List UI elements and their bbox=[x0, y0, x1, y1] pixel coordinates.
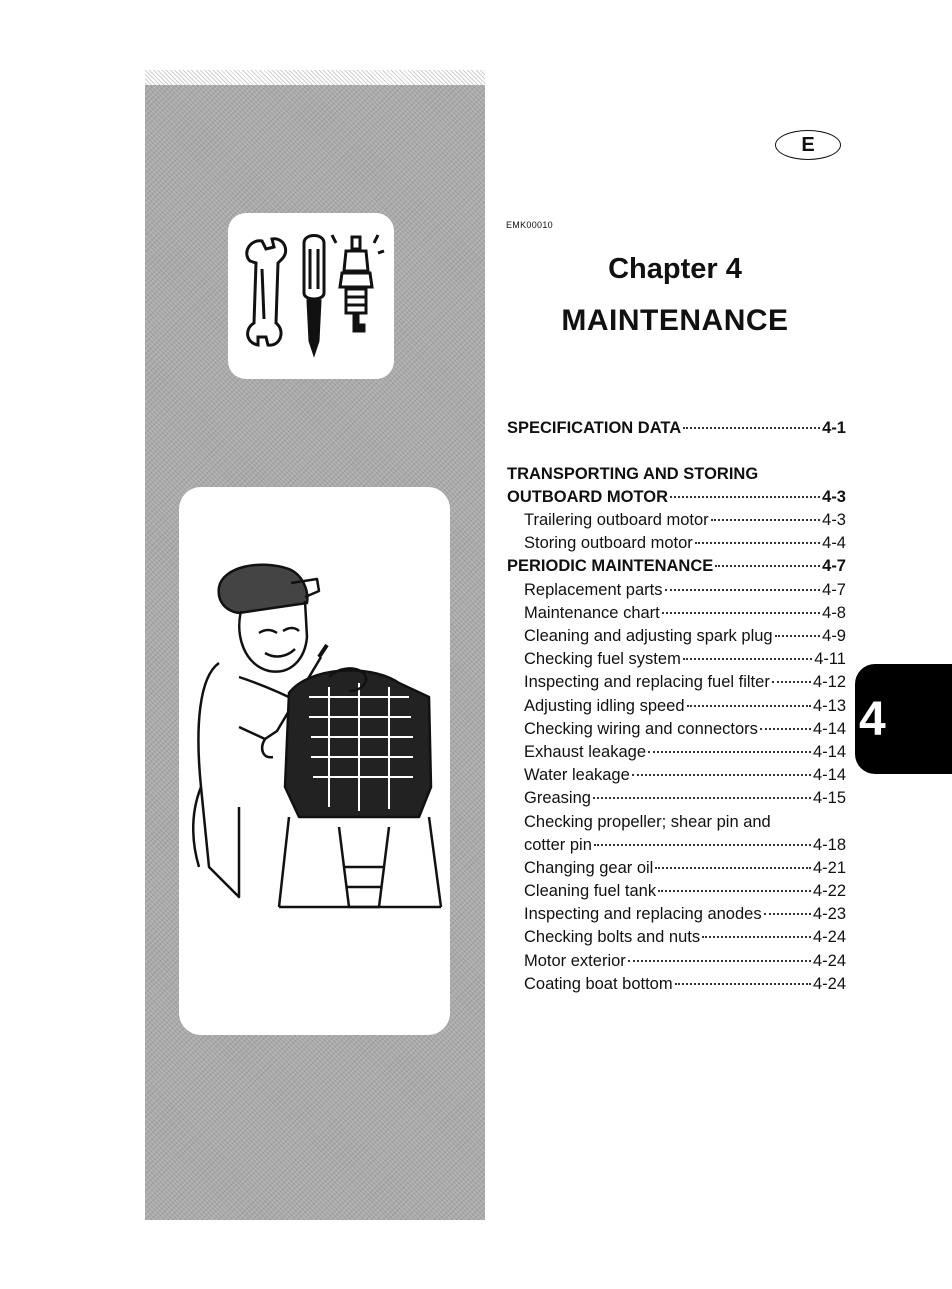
toc-entry-page: 4-15 bbox=[812, 789, 846, 807]
toc-entry-label: OUTBOARD MOTOR bbox=[507, 488, 669, 506]
toc-entry-label: Cleaning fuel tank bbox=[524, 882, 657, 900]
toc-entry-page: 4-18 bbox=[812, 836, 846, 854]
toc-entry[interactable] bbox=[524, 764, 846, 787]
toc-entry-page: 4-12 bbox=[812, 673, 846, 691]
toc-entry-page: 4-11 bbox=[814, 650, 846, 668]
toc-leader-dots bbox=[662, 612, 820, 614]
toc-entry-label: Checking bolts and nuts bbox=[524, 928, 701, 946]
toc-entry[interactable] bbox=[524, 903, 846, 926]
toc-leader-dots bbox=[593, 797, 811, 799]
toc-entry-label: Greasing bbox=[524, 789, 591, 807]
toc-entry-label: Checking fuel system bbox=[524, 650, 681, 668]
chapter-subtitle: MAINTENANCE bbox=[561, 304, 789, 337]
toc-entry-label: Water leakage bbox=[524, 766, 630, 784]
toc-entry-page: 4-23 bbox=[812, 905, 846, 923]
toc-entry-label: TRANSPORTING AND STORING bbox=[507, 465, 759, 483]
toc-entry-page: 4-1 bbox=[822, 419, 846, 437]
toc-entry[interactable] bbox=[524, 648, 846, 671]
toc-entry[interactable] bbox=[524, 718, 846, 741]
toc-entry-page: 4-14 bbox=[812, 743, 846, 761]
toc-entry[interactable] bbox=[524, 741, 846, 764]
toc-leader-dots bbox=[760, 728, 811, 730]
toc-entry-label: Motor exterior bbox=[524, 952, 626, 970]
toc-leader-dots bbox=[764, 913, 811, 915]
toc-entry[interactable] bbox=[524, 509, 846, 532]
toc-entry[interactable] bbox=[524, 811, 846, 834]
toc-entry[interactable] bbox=[524, 602, 846, 625]
toc-leader-dots bbox=[683, 658, 812, 660]
toc-entry-page: 4-22 bbox=[812, 882, 846, 900]
toc-entry-label: Exhaust leakage bbox=[524, 743, 647, 761]
toc-leader-dots bbox=[695, 542, 820, 544]
toc-entry-page: 4-24 bbox=[812, 952, 846, 970]
toc-entry[interactable] bbox=[524, 695, 846, 718]
toc-entry[interactable] bbox=[524, 926, 846, 949]
toc-entry-page: 4-14 bbox=[812, 720, 846, 738]
toc-entry-page: 4-21 bbox=[812, 859, 846, 877]
toc-entry-label: Inspecting and replacing fuel filter bbox=[524, 673, 770, 691]
toc-leader-dots bbox=[715, 565, 820, 567]
toc-entry[interactable] bbox=[524, 950, 846, 973]
toc-entry-page: 4-3 bbox=[822, 488, 846, 506]
toc-entry[interactable] bbox=[524, 532, 846, 555]
toc-entry-label: SPECIFICATION DATA bbox=[507, 419, 682, 437]
chapter-title: Chapter 4 bbox=[608, 253, 742, 285]
toc-entry-page: 4-24 bbox=[812, 928, 846, 946]
toc-entry[interactable] bbox=[507, 417, 846, 440]
toc-entry-label: cotter pin bbox=[524, 836, 592, 854]
toc-leader-dots bbox=[655, 867, 811, 869]
toc-leader-dots bbox=[648, 751, 811, 753]
toc-entry-page: 4-7 bbox=[822, 581, 846, 599]
toc-entry-page: 4-24 bbox=[812, 975, 846, 993]
toc-entry-label: Inspecting and replacing anodes bbox=[524, 905, 762, 923]
toc-entry-page: 4-13 bbox=[812, 697, 846, 715]
document-code: EMK00010 bbox=[506, 220, 553, 230]
toc-leader-dots bbox=[772, 681, 811, 683]
toc-entry-label: Cleaning and adjusting spark plug bbox=[524, 627, 773, 645]
toc-entry[interactable] bbox=[524, 857, 846, 880]
toc-entry-label: Checking propeller; shear pin and bbox=[524, 813, 771, 831]
toc-leader-dots bbox=[775, 635, 821, 637]
chapter-tab: 4 bbox=[855, 664, 952, 774]
toc-leader-dots bbox=[628, 960, 811, 962]
toc-entry[interactable] bbox=[524, 834, 846, 857]
toc-entry-label: Adjusting idling speed bbox=[524, 697, 685, 715]
toc-leader-dots bbox=[683, 427, 820, 429]
toc-leader-dots bbox=[711, 519, 820, 521]
toc-leader-dots bbox=[665, 589, 821, 591]
toc-leader-dots bbox=[675, 983, 811, 985]
toc-entry[interactable] bbox=[524, 787, 846, 810]
toc-entry-label: Checking wiring and connectors bbox=[524, 720, 758, 738]
toc-entry-label: Maintenance chart bbox=[524, 604, 660, 622]
toc-leader-dots bbox=[670, 496, 820, 498]
toc-leader-dots bbox=[687, 705, 811, 707]
toc-entry[interactable] bbox=[524, 973, 846, 996]
toc-entry-label: Replacement parts bbox=[524, 581, 663, 599]
toc-entry-page: 4-8 bbox=[822, 604, 846, 622]
toc-entry-label: Storing outboard motor bbox=[524, 534, 693, 552]
toc-entry[interactable] bbox=[524, 671, 846, 694]
toc-entry-page: 4-7 bbox=[822, 557, 846, 575]
toc-entry[interactable] bbox=[524, 880, 846, 903]
toc-entry-label: Coating boat bottom bbox=[524, 975, 673, 993]
toc-entry-page: 4-9 bbox=[822, 627, 846, 645]
toc-entry-label: PERIODIC MAINTENANCE bbox=[507, 557, 714, 575]
toc-entry-page: 4-3 bbox=[822, 511, 846, 529]
language-badge: E bbox=[775, 130, 841, 160]
toc-entry-page: 4-14 bbox=[812, 766, 846, 784]
toc-leader-dots bbox=[594, 844, 811, 846]
toc-leader-dots bbox=[632, 774, 811, 776]
toc-entry[interactable] bbox=[507, 463, 846, 486]
toc-entry[interactable] bbox=[524, 579, 846, 602]
toc-entry-label: Changing gear oil bbox=[524, 859, 654, 877]
toc-entry[interactable] bbox=[507, 555, 846, 578]
toc-leader-dots bbox=[658, 890, 811, 892]
toc-entry[interactable] bbox=[507, 486, 846, 509]
toc-leader-dots bbox=[702, 936, 811, 938]
toc-entry-page: 4-4 bbox=[822, 534, 846, 552]
toc-entry-label: Trailering outboard motor bbox=[524, 511, 709, 529]
toc-entry[interactable] bbox=[524, 625, 846, 648]
